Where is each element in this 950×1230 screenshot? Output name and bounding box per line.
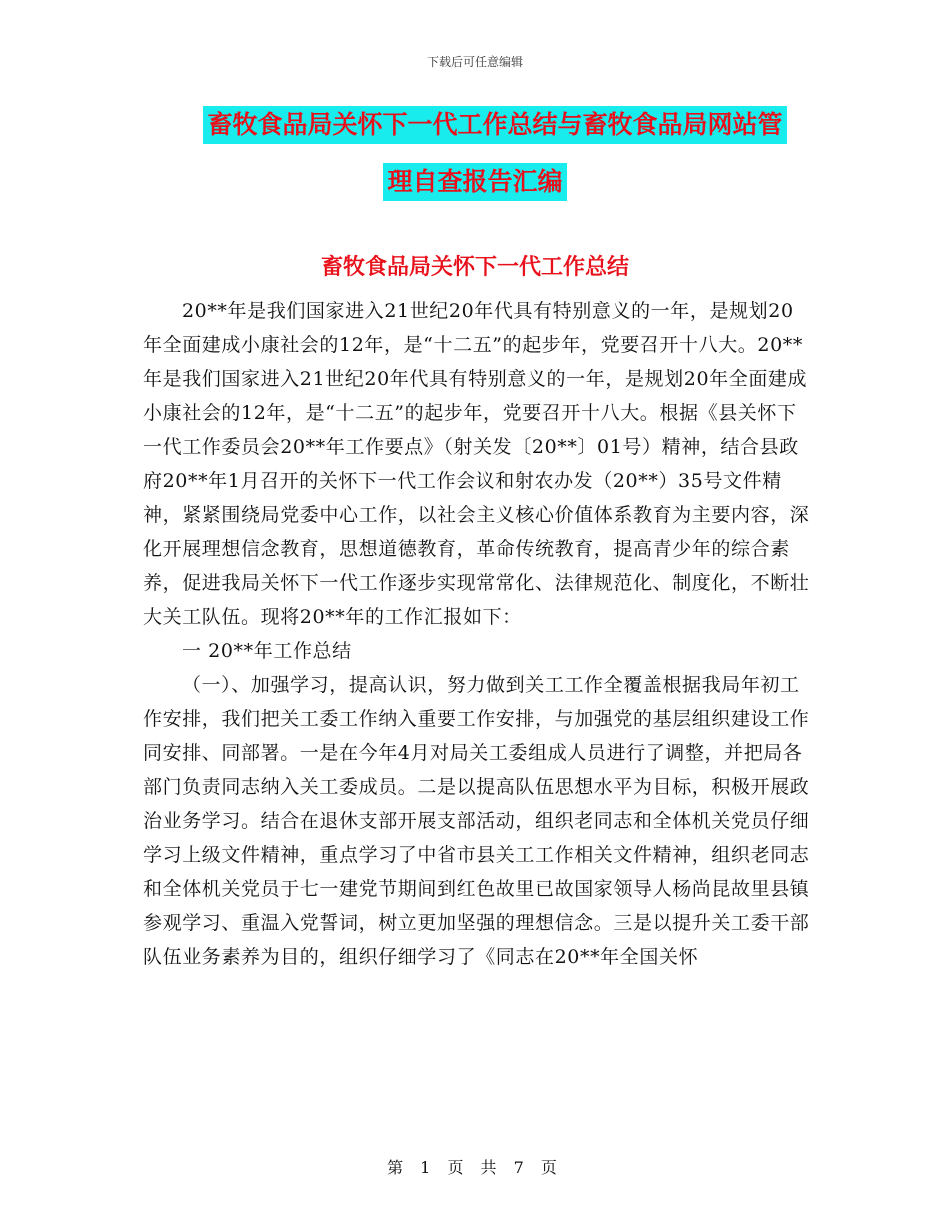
- document-title-line-1: 畜牧食品局关怀下一代工作总结与畜牧食品局网站管: [203, 106, 786, 144]
- document-body: [143, 294, 813, 974]
- body-paragraph: 20**年是我们国家进入21世纪20年代具有特别意义的一年，是规划20年全面建成小康社会的12年，是“十二五”的起步年，党要召开十八大。20**年是我们国家进入21世纪20年代具有特别意义的一年，是规划20年全面建成小康社会的12年，是“十二五”的起步年，党要召开十八大。根据《县关怀下一代工作委员会20**年工作要点》（射关发〔20**〕01号）精神，结合县政府20**年1月召开的关怀下一代工作会议和射农办发（20**）35号文件精神，紧紧围绕局党委中心工作，以社会主义核心价值体系教育为主要内容，深化开展理想信念教育，思想道德教育，革命传统教育，提高青少年的综合素养，促进我局关怀下一代工作逐步实现常常化、法律规范化、制度化，不断壮大关工队伍。现将20**年的工作汇报如下：: [143, 300, 810, 628]
- body-paragraph: （一）、加强学习，提高认识，努力做到关工工作全覆盖根据我局年初工作安排，我们把关工委工作纳入重要工作安排，与加强党的基层组织建设工作同安排、同部署。一是在今年4月对局关工委组成人员进行了调整，并把局各部门负责同志纳入关工委成员。二是以提高队伍思想水平为目标，积极开展政治业务学习。结合在退休支部开展支部活动，组织老同志和全体机关党员仔细学习上级文件精神，重点学习了中省市县关工工作相关文件精神，组织老同志和全体机关党员于七一建党节期间到红色故里已故国家领导人杨尚昆故里县镇参观学习、重温入党誓词，树立更加坚强的理想信念。三是以提升关工委干部队伍业务素养为目的，组织仔细学习了《同志在20**年全国关怀: [143, 674, 810, 968]
- section-title: 畜牧食品局关怀下一代工作总结: [320, 254, 629, 280]
- page-footer: 第 1 页 共 7 页: [387, 1158, 563, 1177]
- document-title: [0, 106, 950, 201]
- body-subheading: 一 20**年工作总结: [181, 640, 352, 662]
- page-header-note: 下载后可任意编辑: [426, 55, 523, 69]
- document-title-line-2: 理自查报告汇编: [383, 163, 566, 201]
